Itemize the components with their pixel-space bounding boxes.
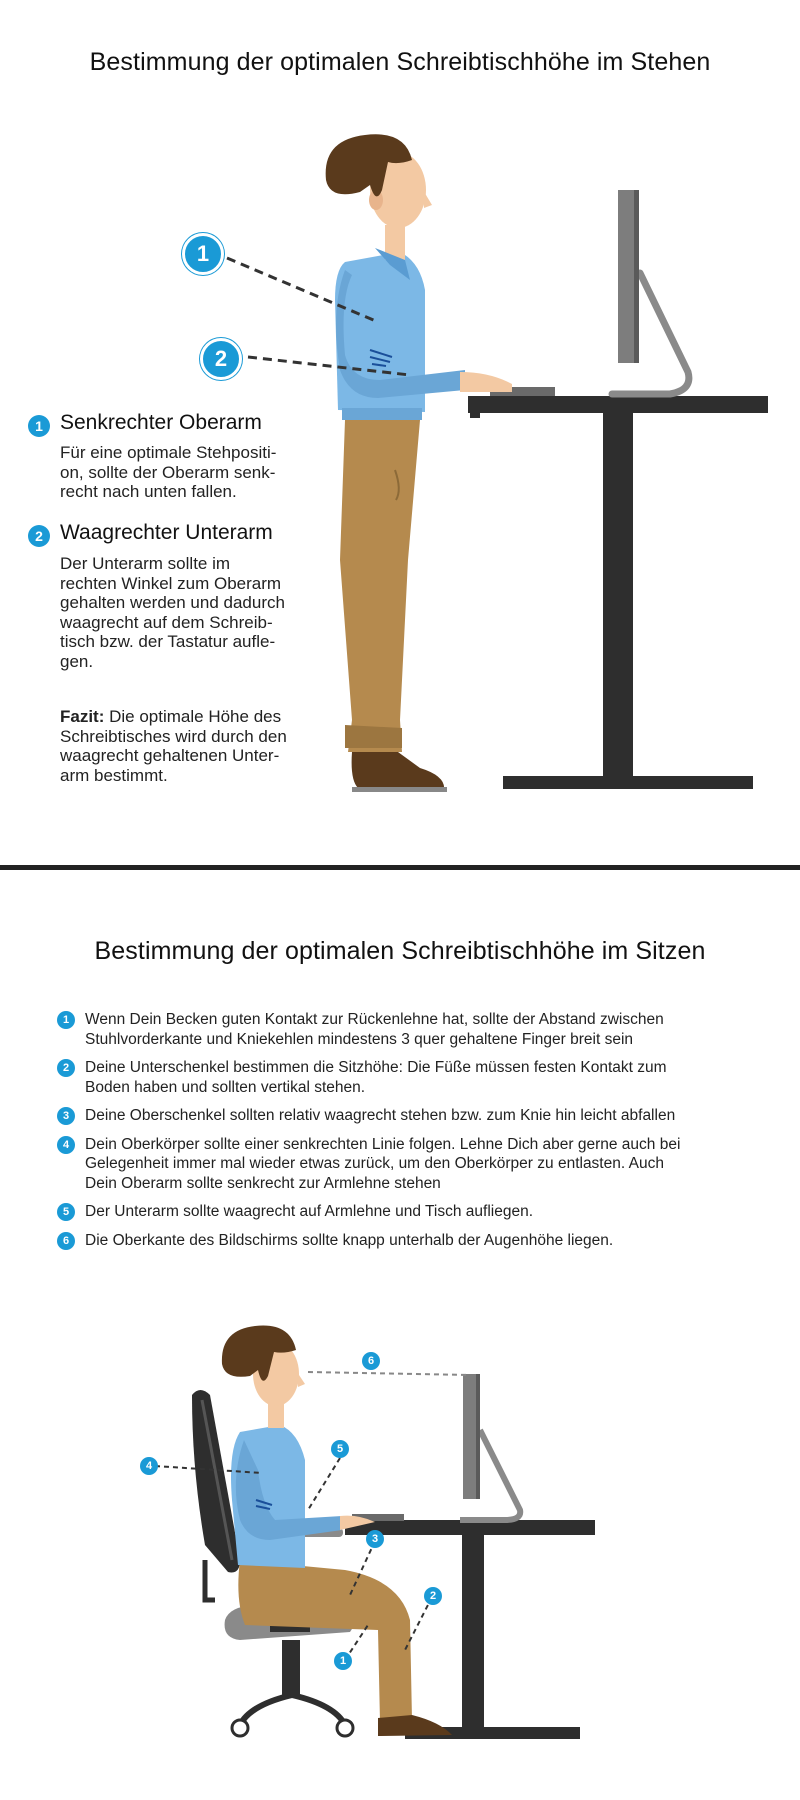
rule-badge: 4 xyxy=(57,1136,75,1154)
list-item xyxy=(55,1106,755,1126)
sitting-callout-6: 6 xyxy=(362,1352,380,1370)
standing-callout-2: 2 xyxy=(200,338,242,380)
sitting-callout-1: 1 xyxy=(334,1652,352,1670)
list-item xyxy=(55,1135,755,1194)
text-line: Deine Unterschenkel bestimmen die Sitzhöhe: Die Füße müssen festen Kontakt zum xyxy=(85,1059,667,1076)
standing-trousers xyxy=(340,420,420,752)
standing-illustration xyxy=(0,0,800,800)
text-line: Wenn Dein Becken guten Kontakt zur Rückenlehne hat, sollte der Abstand zwischen xyxy=(85,1011,664,1028)
text-line: Dein Oberkörper sollte einer senkrechten Linie folgen. Lehne Dich aber gerne auch bei xyxy=(85,1135,681,1153)
rule-badge: 5 xyxy=(57,1203,75,1221)
text-line: Boden haben und sollten vertikal stehen. xyxy=(85,1078,366,1096)
text-line: Die optimale Höhe des xyxy=(104,707,282,726)
sitting-callout-5: 5 xyxy=(331,1440,349,1458)
text-line: Stuhlvorderkante und Kniekehlen mindestens 3 quer gehaltene Finger breit sein xyxy=(85,1030,634,1048)
text-line: Die Oberkante des Bildschirms sollte knapp unterhalb der Augenhöhe liegen. xyxy=(85,1231,614,1249)
section-divider xyxy=(0,865,800,870)
text-line: waagrecht gehaltenen Unter- xyxy=(60,746,280,765)
rule-badge: 1 xyxy=(57,1011,75,1029)
text-line: Der Unterarm sollte waagrecht auf Armlehne und Tisch aufliegen. xyxy=(85,1203,534,1220)
text-line: Dein Oberarm sollte senkrecht zur Armlehne stehen xyxy=(85,1174,441,1192)
sitting-callout-2: 2 xyxy=(424,1587,442,1605)
text-line: waagrecht auf dem Schreib- xyxy=(60,612,273,632)
text-line: tisch bzw. der Tastatur aufle- xyxy=(60,632,276,651)
standing-desk-leg xyxy=(603,410,633,782)
point-1-heading: Senkrechter Oberarm xyxy=(60,411,262,434)
rule-badge: 2 xyxy=(57,1059,75,1077)
text-line: gen. xyxy=(60,651,94,671)
text-line: Deine Oberschenkel sollten relativ waagrecht stehen bzw. zum Knie hin leicht abfallen xyxy=(85,1107,676,1124)
sitting-shoe xyxy=(378,1715,452,1736)
list-item xyxy=(55,1202,755,1222)
sitting-title: Bestimmung der optimalen Schreibtischhöhe im Sitzen xyxy=(94,937,706,965)
list-item xyxy=(55,1231,755,1251)
sitting-callout-4: 4 xyxy=(140,1457,158,1475)
point-1-text xyxy=(60,443,320,502)
standing-shoe xyxy=(352,752,445,790)
text-line: Der Unterarm sollte im xyxy=(60,554,231,573)
list-item xyxy=(55,1058,755,1097)
text-line: arm bestimmt. xyxy=(60,765,168,785)
sitting-desk-leg xyxy=(462,1533,484,1733)
rule-badge: 3 xyxy=(57,1107,75,1125)
sitting-rule-list xyxy=(55,1010,755,1259)
point-2-text xyxy=(60,554,320,671)
text-line: Gelegenheit immer mal wieder etwas zurück, um den Oberkörper zu entlasten. Auch xyxy=(85,1155,664,1172)
standing-hand xyxy=(460,372,512,392)
text-line: recht nach unten fallen. xyxy=(60,482,237,501)
point-1-badge: 1 xyxy=(28,415,50,437)
text-line: Schreibtisches wird durch den xyxy=(60,726,287,746)
chair-base xyxy=(240,1695,345,1725)
text-line: on, sollte der Oberarm senk- xyxy=(60,462,276,482)
sitting-trousers xyxy=(238,1560,412,1722)
point-2-badge: 2 xyxy=(28,525,50,547)
conclusion-label: Fazit: xyxy=(60,707,105,726)
sitting-illustration xyxy=(0,1300,800,1800)
rule-badge: 6 xyxy=(57,1232,75,1250)
text-line: gehalten werden und dadurch xyxy=(60,593,285,612)
list-item xyxy=(55,1010,755,1049)
point-2-heading: Waagrechter Unterarm xyxy=(60,521,273,544)
sitting-callout-3: 3 xyxy=(366,1530,384,1548)
standing-callout-1: 1 xyxy=(182,233,224,275)
standing-desk-foot xyxy=(503,776,753,789)
conclusion-text xyxy=(60,707,320,785)
text-line: Für eine optimale Stehpositi- xyxy=(60,443,277,462)
standing-title: Bestimmung der optimalen Schreibtischhöhe im Stehen xyxy=(89,48,711,76)
text-line: rechten Winkel zum Oberarm xyxy=(60,573,282,593)
